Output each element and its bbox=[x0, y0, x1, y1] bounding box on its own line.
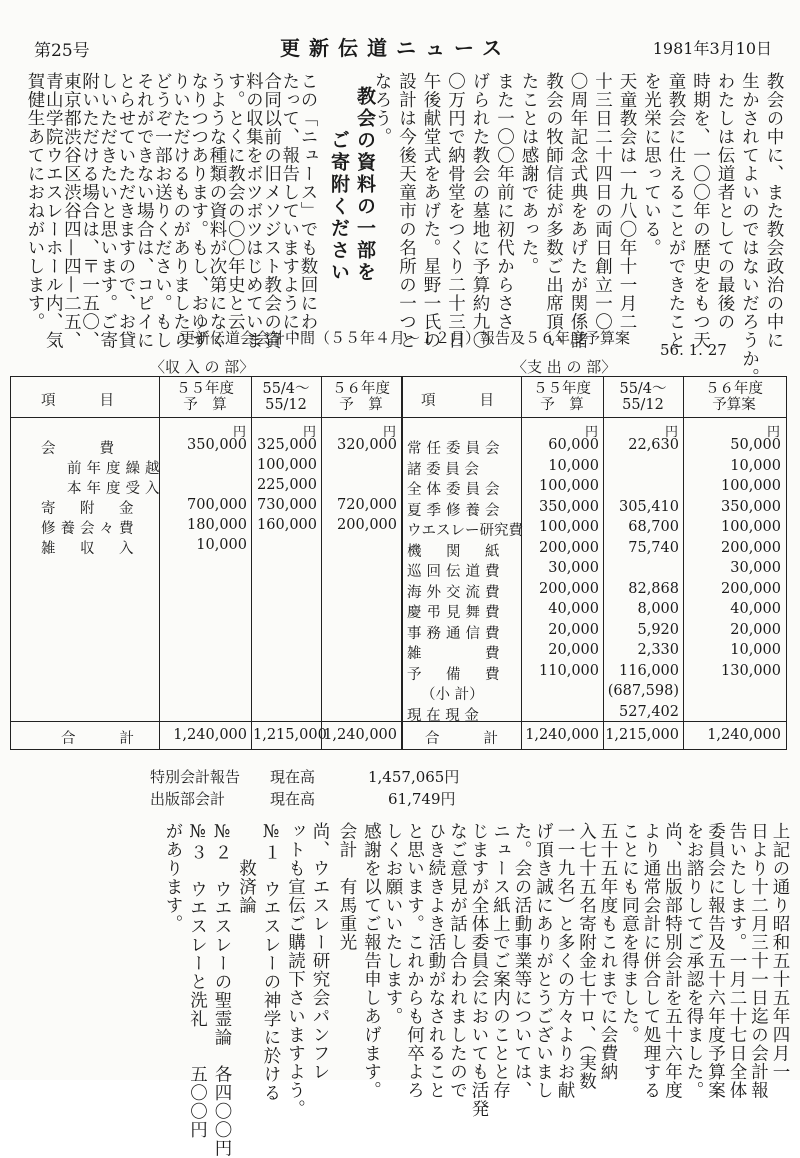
yen-mark: 円 bbox=[665, 425, 679, 440]
expense-row-c2: 305,410 bbox=[619, 498, 679, 515]
pamphlet-line: ットも宣伝ご購読下さいますよう。 bbox=[285, 822, 306, 1118]
expense-total-c1: 1,240,000 bbox=[525, 727, 599, 743]
income-row-c2: 100,000 bbox=[257, 457, 317, 473]
notice-line: うような種類の資料が次第になく bbox=[207, 72, 227, 350]
report-explanation-line: 告いたします。一月二十七日全体 bbox=[727, 822, 747, 1100]
notice-line: 附いただける場合は、〒一五〇、 bbox=[79, 72, 100, 350]
expense-total-c2: 1,215,000 bbox=[605, 727, 679, 743]
income-col3-header: ５６年度 予 算 bbox=[332, 381, 390, 413]
report-explanation-line: た。会の活動事業等については、 bbox=[512, 822, 532, 1100]
income-total-c2: 1,215,000 bbox=[253, 727, 327, 743]
report-explanation-line: 五十五年度もこれまでに会費納 bbox=[598, 822, 618, 1081]
article-line: 午後献堂式をあげた。星野一氏の bbox=[421, 72, 441, 350]
expense-row-c1: 200,000 bbox=[539, 580, 599, 597]
expense-row-c3: 10,000 bbox=[730, 457, 781, 474]
report-explanation-line: じますが全体委員会においても活発 bbox=[469, 822, 489, 1118]
notice-heading-line-1: 教会の資料の一部を bbox=[354, 86, 376, 284]
expense-row-c1: 20,000 bbox=[548, 642, 599, 658]
expense-row-c3: 30,000 bbox=[730, 560, 781, 576]
issue-date: 1981年3月10日 bbox=[652, 39, 772, 58]
report-explanation-line: なご意見が話し合われましたので bbox=[447, 822, 468, 1100]
pamphlet-line: があります。 bbox=[163, 822, 183, 933]
yen-mark: 円 bbox=[767, 425, 781, 440]
expense-row-c3: 200,000 bbox=[721, 539, 781, 556]
expense-col3-header: ５６年度 予算案 bbox=[705, 381, 763, 413]
signature: 会計 有馬重光 bbox=[337, 822, 357, 952]
expense-row-label: 機 関 紙 bbox=[407, 543, 505, 560]
income-row-c2: 225,000 bbox=[257, 477, 317, 493]
expense-row-c2: 5,920 bbox=[637, 621, 679, 638]
pamphlet-line: №３ ウエスレーと洗礼 五〇〇円 bbox=[187, 822, 208, 1139]
expense-row-c2: 527,402 bbox=[619, 703, 679, 720]
expense-row-c3: 50,000 bbox=[730, 437, 781, 453]
pamphlet-line: 救済論 bbox=[236, 822, 257, 915]
pamphlet-line: 尚、ウエスレー研究会パンフレ bbox=[310, 822, 330, 1081]
notice-line: なりつつあります。もし、おゆず bbox=[188, 72, 209, 350]
income-row-c1: 10,000 bbox=[196, 537, 247, 553]
income-section-label: 〈収 入 の 部〉 bbox=[150, 358, 255, 376]
expense-row-label: ウエスレー研究費 bbox=[407, 523, 523, 539]
expense-row-label: 事務通信費 bbox=[407, 625, 505, 642]
report-title: 更新伝道会会計中間（５５年４月～１２月）報告及５６年度予算案 bbox=[180, 329, 631, 347]
expense-row-c2: 116,000 bbox=[619, 662, 679, 679]
article-line: 〇周年記念式典をあげたが関係諸 bbox=[568, 72, 588, 350]
notice-line: とらせていただきますので、お貸 bbox=[116, 72, 136, 350]
article-line: を光栄に思っている。 bbox=[641, 72, 662, 257]
report-explanation-line: ことにも同意を得ました。 bbox=[619, 822, 640, 1044]
yen-mark: 円 bbox=[585, 425, 599, 440]
article-line: たことは感謝であった。 bbox=[519, 72, 539, 276]
income-row-label: 前年度繰越 bbox=[67, 461, 165, 477]
expense-row-c2: (687,598) bbox=[607, 683, 679, 699]
notice-line: 賀健生あてにおねがいします。 bbox=[25, 72, 45, 331]
expense-row-c1: 10,000 bbox=[548, 457, 599, 474]
expense-row-c2: 22,630 bbox=[628, 437, 679, 453]
expense-row-label: 慶弔見舞費 bbox=[407, 605, 505, 621]
article-line: なろう。 bbox=[372, 72, 392, 146]
expense-total-c3: 1,240,000 bbox=[707, 727, 781, 743]
income-row-c1: 350,000 bbox=[187, 437, 247, 453]
pamphlet-line: №２ ウエスレーの聖霊論 各四〇〇円 bbox=[212, 822, 232, 1158]
expense-row-c2: 68,700 bbox=[628, 519, 679, 535]
notice-line: どうぞ一部お送りください。もし bbox=[152, 72, 173, 350]
yen-mark: 円 bbox=[383, 425, 397, 440]
expense-row-c3: 10,000 bbox=[730, 642, 781, 658]
notice-line: 料の収集をボツボツはじめていま bbox=[243, 72, 264, 350]
report-explanation-line: と思います。これからも何卒よろ bbox=[404, 822, 425, 1100]
report-explanation-line: 上記の通り昭和五十五年四月一 bbox=[770, 822, 790, 1081]
report-date: 56. 1. 27 bbox=[660, 341, 727, 359]
report-explanation-line: 尚、出版部特別会計を五十六年度 bbox=[662, 822, 683, 1100]
expense-row-c1: 40,000 bbox=[548, 601, 599, 617]
expense-item-header: 項 目 bbox=[421, 393, 499, 409]
report-explanation-line: をお諮りしてご承認を得ました。 bbox=[684, 822, 704, 1100]
expense-section-label: 〈支 出 の 部〉 bbox=[512, 358, 617, 376]
income-row-label: 寄 附 金 bbox=[41, 501, 139, 517]
article-line: 教会の牧師信徒が多数ご出席頂い bbox=[543, 72, 564, 350]
expense-row-label: （小 計） bbox=[421, 687, 484, 703]
expense-row-label: 予 備 費 bbox=[407, 666, 505, 683]
income-row-label: 会 費 bbox=[41, 441, 119, 457]
report-explanation-line: ひき続きよき活動がなされること bbox=[426, 822, 446, 1100]
expense-row-c3: 200,000 bbox=[721, 580, 781, 597]
publishing-report-line: 出版部会計 現在高 bbox=[150, 790, 316, 808]
report-explanation-line: 感謝を以てご報告申しあげます。 bbox=[361, 822, 382, 1100]
issue-number: 第25号 bbox=[34, 41, 90, 61]
income-total-label: 合 計 bbox=[61, 731, 139, 747]
expense-row-label: 夏季修養会 bbox=[407, 502, 505, 519]
report-explanation-line: 日より十二月三十一日迄の会計報 bbox=[748, 822, 769, 1100]
expense-row-c1: 60,000 bbox=[548, 437, 599, 453]
expense-row-label: 現 在 現 金 bbox=[407, 707, 479, 724]
expense-row-c3: 20,000 bbox=[730, 621, 781, 638]
report-explanation-line: しくお願いいたします。 bbox=[383, 822, 403, 1026]
pamphlet-line: №１ ウエスレーの神学に於ける bbox=[261, 822, 281, 1102]
report-explanation-line: ニュース紙上でご案内のことと存 bbox=[490, 822, 511, 1100]
income-row-c3: 200,000 bbox=[337, 517, 397, 533]
notice-heading-line-2: ご寄附ください bbox=[328, 130, 350, 284]
report-explanation-line: 一一九名）と多くの方々よりお献 bbox=[555, 822, 575, 1100]
notice-line: す。とくに教会の〇〇年史と云 bbox=[225, 72, 246, 331]
expense-row-c2: 75,740 bbox=[628, 539, 679, 556]
income-row-c3: 720,000 bbox=[337, 497, 397, 513]
newsletter-title: 更新伝道ニュース bbox=[280, 36, 511, 60]
yen-mark: 円 bbox=[303, 425, 317, 440]
expense-row-c1: 100,000 bbox=[539, 478, 599, 494]
expense-row-c2: 82,868 bbox=[628, 580, 679, 597]
expense-row-c3: 100,000 bbox=[721, 478, 781, 494]
article-line: げられた教会の墓地に予算約九〇 bbox=[470, 72, 490, 350]
notice-line: たって、報告していますように、 bbox=[279, 72, 300, 350]
page-header bbox=[20, 36, 780, 60]
expense-row-c3: 100,000 bbox=[721, 519, 781, 535]
expense-col2-header: 55/4～ 55/12 bbox=[619, 381, 667, 413]
income-total-c3: 1,240,000 bbox=[323, 727, 397, 743]
notice-line: 合同以前の旧メソジスト教会の資 bbox=[261, 72, 282, 350]
special-report-amount: 1,457,065円 bbox=[368, 768, 460, 786]
income-row-label: 本年度受入 bbox=[67, 481, 165, 497]
income-total-c1: 1,240,000 bbox=[173, 727, 247, 743]
expense-row-c3: 40,000 bbox=[730, 601, 781, 617]
expense-row-label: 巡回伝道費 bbox=[407, 564, 505, 580]
expense-row-label: 常任委員会 bbox=[407, 441, 505, 457]
notice-line: 東京都渋谷区渋谷四—四—二五、 bbox=[61, 72, 82, 350]
article-line: 〇万円で納骨堂をつくり二十三日 bbox=[445, 72, 466, 350]
article-line: 生かされてよいのではないだろうか。 bbox=[739, 72, 760, 387]
income-col1-header: ５５年度 予 算 bbox=[176, 381, 234, 413]
notice-line: りいただけるものがありましたら bbox=[170, 72, 191, 350]
expense-row-c1: 200,000 bbox=[539, 539, 599, 556]
income-row-label: 修養会々費 bbox=[41, 521, 139, 537]
income-item-header: 項 目 bbox=[41, 393, 119, 409]
article-line: 教会の中に、また教会政治の中に bbox=[764, 72, 784, 350]
notice-heading bbox=[352, 86, 378, 326]
expense-row-c3: 130,000 bbox=[721, 662, 781, 679]
expense-row-c1: 110,000 bbox=[539, 662, 599, 679]
notice-line: 青山学院ウエスレーホール内、気 bbox=[43, 72, 64, 350]
expense-row-c1: 350,000 bbox=[539, 498, 599, 515]
notice-line: それができない場合は、コピイに bbox=[134, 72, 155, 350]
income-row-c1: 180,000 bbox=[187, 517, 247, 533]
notice-line: しいただきたいと思います。ご寄 bbox=[97, 72, 118, 350]
yen-mark: 円 bbox=[233, 425, 247, 440]
income-row-label: 雑 収 入 bbox=[41, 541, 139, 557]
income-row-c1: 700,000 bbox=[187, 497, 247, 513]
expense-row-c2: 2,330 bbox=[637, 642, 679, 658]
special-report-line: 特別会計報告 現在高 bbox=[150, 768, 316, 786]
expense-col1-header: ５５年度 予 算 bbox=[533, 381, 591, 413]
article-line: また一〇〇年前に初代からささ bbox=[494, 72, 515, 331]
report-explanation-line: げ頂き誠にありがとうございまし bbox=[533, 822, 554, 1100]
budget-table bbox=[10, 376, 787, 750]
expense-row-c1: 20,000 bbox=[548, 621, 599, 638]
income-col2-header: 55/4～ 55/12 bbox=[262, 381, 310, 413]
report-explanation-line: 入七十五名寄附金七十ロ、（実数 bbox=[576, 822, 597, 1091]
expense-row-label: 雑 費 bbox=[407, 646, 505, 662]
article-line: 時期を、一〇〇年の歴史をもつ天 bbox=[690, 72, 711, 350]
notice-heading-2 bbox=[326, 130, 352, 330]
notice-line: この「ニュース」でも数回にわ bbox=[298, 72, 318, 331]
article-line: 設計は今後天童市の名所の一つと bbox=[396, 72, 417, 350]
expense-row-label: 諸 委 員 会 bbox=[407, 461, 479, 478]
expense-total-label: 合 計 bbox=[425, 731, 503, 747]
expense-row-c2: 8,000 bbox=[637, 601, 679, 617]
report-explanation-line: より通常会計に併合して処理する bbox=[641, 822, 661, 1100]
expense-row-c1: 30,000 bbox=[548, 560, 599, 576]
income-row-c2: 160,000 bbox=[257, 517, 317, 533]
expense-row-c3: 350,000 bbox=[721, 498, 781, 515]
income-row-c2: 730,000 bbox=[257, 497, 317, 513]
article-line: 童教会に仕えることができたこと bbox=[666, 72, 686, 350]
publishing-report-amount: 61,749円 bbox=[388, 790, 456, 808]
expense-row-label: 全体委員会 bbox=[407, 482, 505, 498]
report-explanation-line: 委員会に報告及五十六年度予算案 bbox=[705, 822, 726, 1100]
article-line: わたしは伝道者としての最後の bbox=[715, 72, 735, 331]
expense-row-c1: 100,000 bbox=[539, 519, 599, 535]
expense-row-label: 海外交流費 bbox=[407, 584, 505, 601]
income-row-c3: 320,000 bbox=[337, 437, 397, 453]
article-line: 天童教会は一九八〇年十一月二 bbox=[617, 72, 637, 331]
article-line: 十三日二十四日の両日創立一〇 bbox=[592, 72, 613, 331]
income-row-c2: 325,000 bbox=[257, 437, 317, 453]
